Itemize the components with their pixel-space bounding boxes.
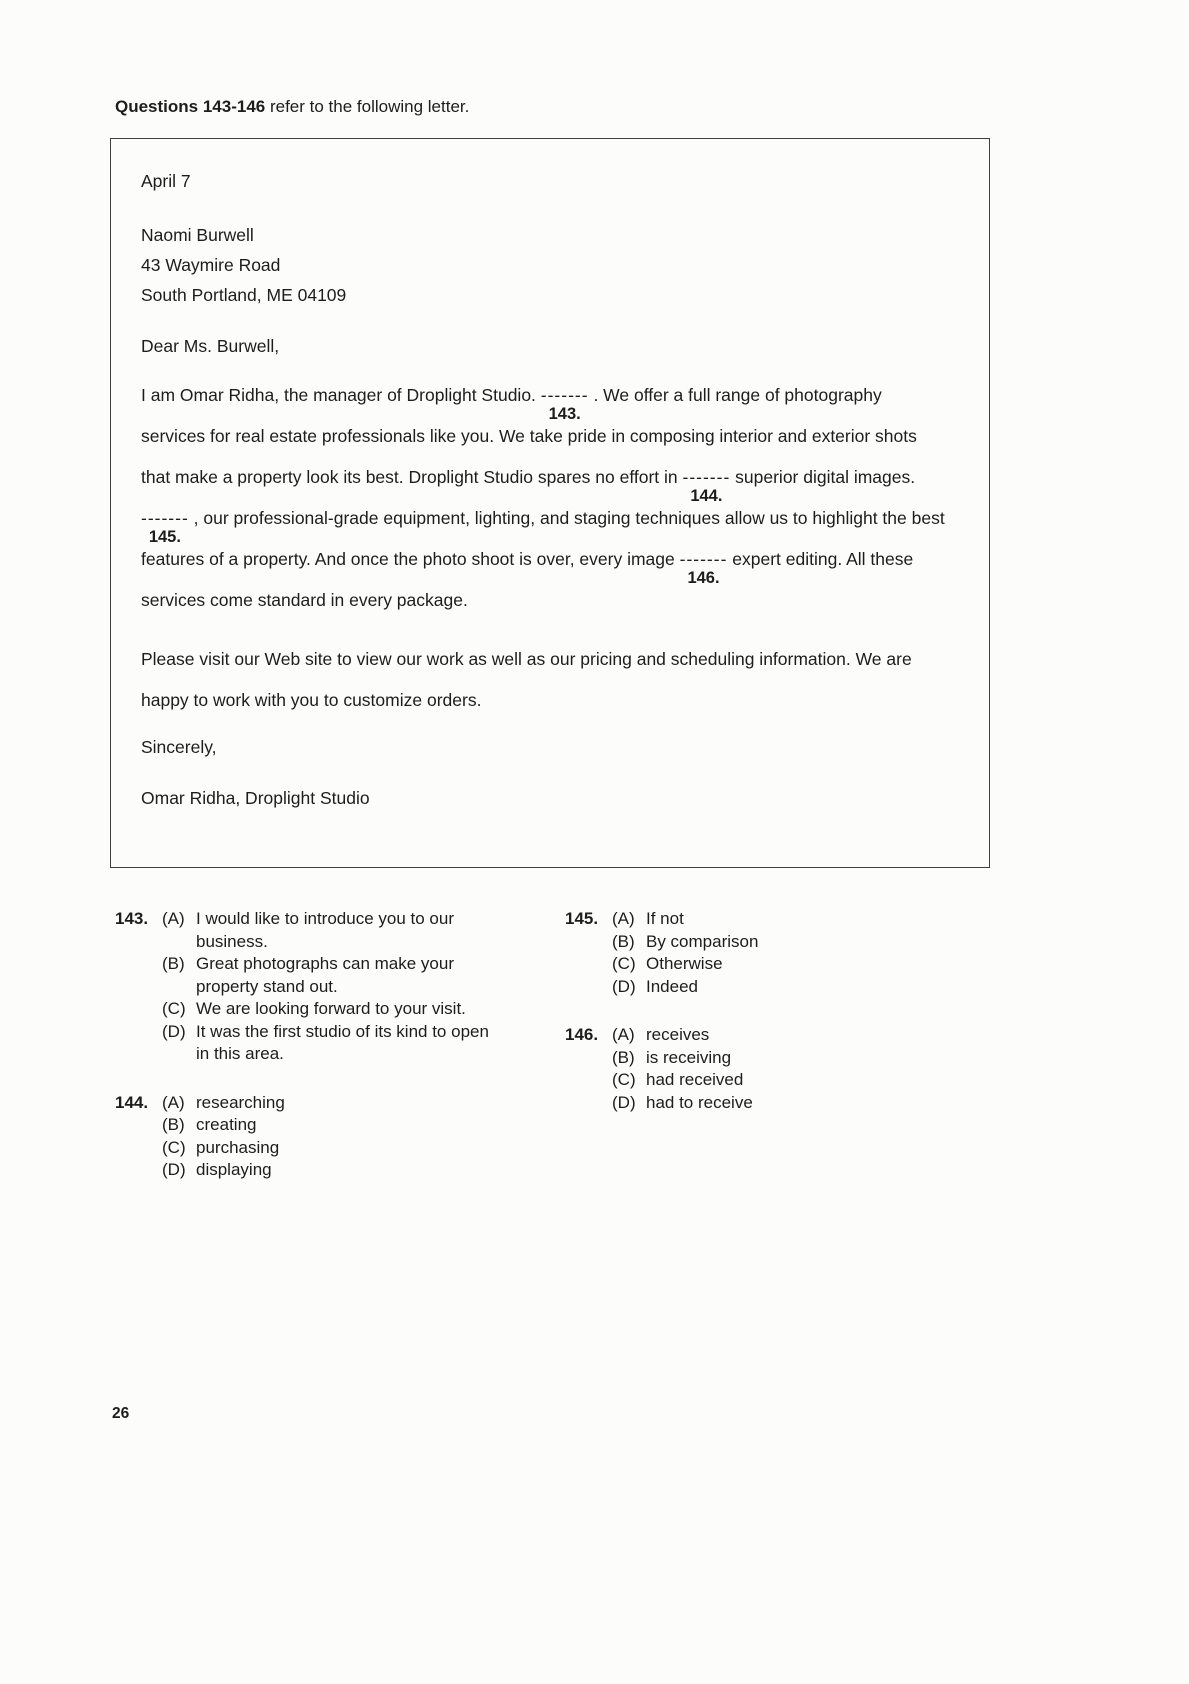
questions-range-label: Questions 143-146 [115,97,266,116]
question-options [162,908,495,1066]
answer-option-B [162,953,495,998]
option-letter: (C) [162,1137,186,1157]
answer-option-B [612,931,895,954]
option-text: researching [196,1092,285,1112]
option-letter: (B) [162,954,185,973]
option-text: purchasing [196,1137,280,1157]
option-letter: (D) [162,1160,186,1179]
answer-option-B [612,1047,895,1070]
blank-dashes: ------- [540,385,589,405]
question-number: 146. [565,1025,599,1044]
option-text: had to receive [646,1092,753,1112]
answer-option-A [612,1024,895,1047]
blank-number: 143. [548,405,581,423]
option-text: It was the first studio of its kind to open in this area. [196,1021,489,1063]
option-letter: (C) [162,999,186,1018]
option-letter: (A) [612,909,635,928]
recipient-address-line: South Portland, ME 04109 [141,285,347,305]
blank-dashes: ------- [679,549,728,569]
question-143 [115,908,495,1066]
questions-section [115,908,1095,1208]
blank-number: 146. [687,569,720,587]
recipient-address [141,220,957,310]
answer-option-A [612,908,895,931]
option-letter: (B) [612,931,635,951]
option-text: Great photographs can make your property stand out. [196,954,454,996]
option-text: receives [646,1025,710,1044]
blank-143 [540,375,589,423]
option-letter: (D) [612,976,636,996]
blank-dashes: ------- [141,508,189,528]
answer-option-D [612,1092,895,1115]
question-number: 144. [115,1092,149,1112]
question-146 [565,1024,895,1114]
option-letter: (A) [612,1025,635,1044]
option-text: I would like to introduce you to our business. [196,909,454,951]
letter-box [110,138,990,868]
question-number: 145. [565,909,599,928]
header-instruction: refer to the following letter. [265,97,470,116]
question-144 [115,1092,495,1182]
option-letter: (C) [612,1070,636,1089]
option-text: had received [646,1070,744,1089]
blank-145 [141,498,189,546]
option-text: is receiving [646,1047,732,1067]
letter-closing: Sincerely, [141,737,217,757]
blank-dashes: ------- [682,467,731,487]
blank-144 [682,457,731,505]
option-letter: (A) [162,1092,185,1112]
answer-option-C [612,1069,895,1092]
blank-number: 145. [148,528,181,546]
questions-column-right [565,908,895,1140]
option-text: Otherwise [646,954,723,973]
questions-column-left [115,908,495,1208]
answer-option-B [162,1114,495,1137]
letter-signature: Omar Ridha, Droplight Studio [141,788,370,808]
question-number: 143. [115,909,149,928]
answer-option-D [162,1021,495,1066]
letter-salutation: Dear Ms. Burwell, [141,336,280,356]
answer-option-D [612,976,895,999]
letter-paragraph: Please visit our Web site to view our work as well as our pricing and scheduling information. We are happy to work with you to customize orders. [141,649,912,710]
answer-option-A [162,908,495,953]
option-text: By comparison [646,931,759,951]
page-number: 26 [112,1405,130,1422]
letter-date: April 7 [141,171,191,191]
option-letter: (B) [162,1115,185,1134]
option-text: Indeed [646,976,698,996]
option-letter: (A) [162,909,185,928]
recipient-address-line: 43 Waymire Road [141,255,281,275]
page-header [115,97,469,117]
option-text: displaying [196,1160,272,1179]
answer-option-D [162,1159,495,1182]
option-text: creating [196,1115,257,1134]
option-letter: (B) [612,1047,635,1067]
option-text: If not [646,909,684,928]
blank-146 [679,539,728,587]
question-options [612,908,895,998]
answer-option-A [162,1092,495,1115]
question-145 [565,908,895,998]
recipient-address-line: Naomi Burwell [141,225,254,245]
option-letter: (D) [162,1021,186,1041]
option-letter: (C) [612,954,636,973]
letter-paragraph: I am Omar Ridha, the manager of Droplight Studio. ------- 143. . We offer a full range of photography services for real estate professionals like you. We take pride in composing interior and exterior shots that make a property look its best. Droplight Studio spares no effort in ------- 144. superior digital images. ------- 145. , our professional-grade equipment, lighting, and staging techniques allow us to highlight the best features of a property. And once the photo shoot is over, every image ------- 146. expert editing. All these services come standard in every package. [141,375,946,621]
question-options [612,1024,895,1114]
letter-body [141,375,957,721]
blank-number: 144. [690,487,723,505]
question-options [162,1092,495,1182]
answer-option-C [612,953,895,976]
answer-option-C [162,998,495,1021]
option-letter: (D) [612,1092,636,1112]
option-text: We are looking forward to your visit. [196,999,466,1018]
answer-option-C [162,1137,495,1160]
